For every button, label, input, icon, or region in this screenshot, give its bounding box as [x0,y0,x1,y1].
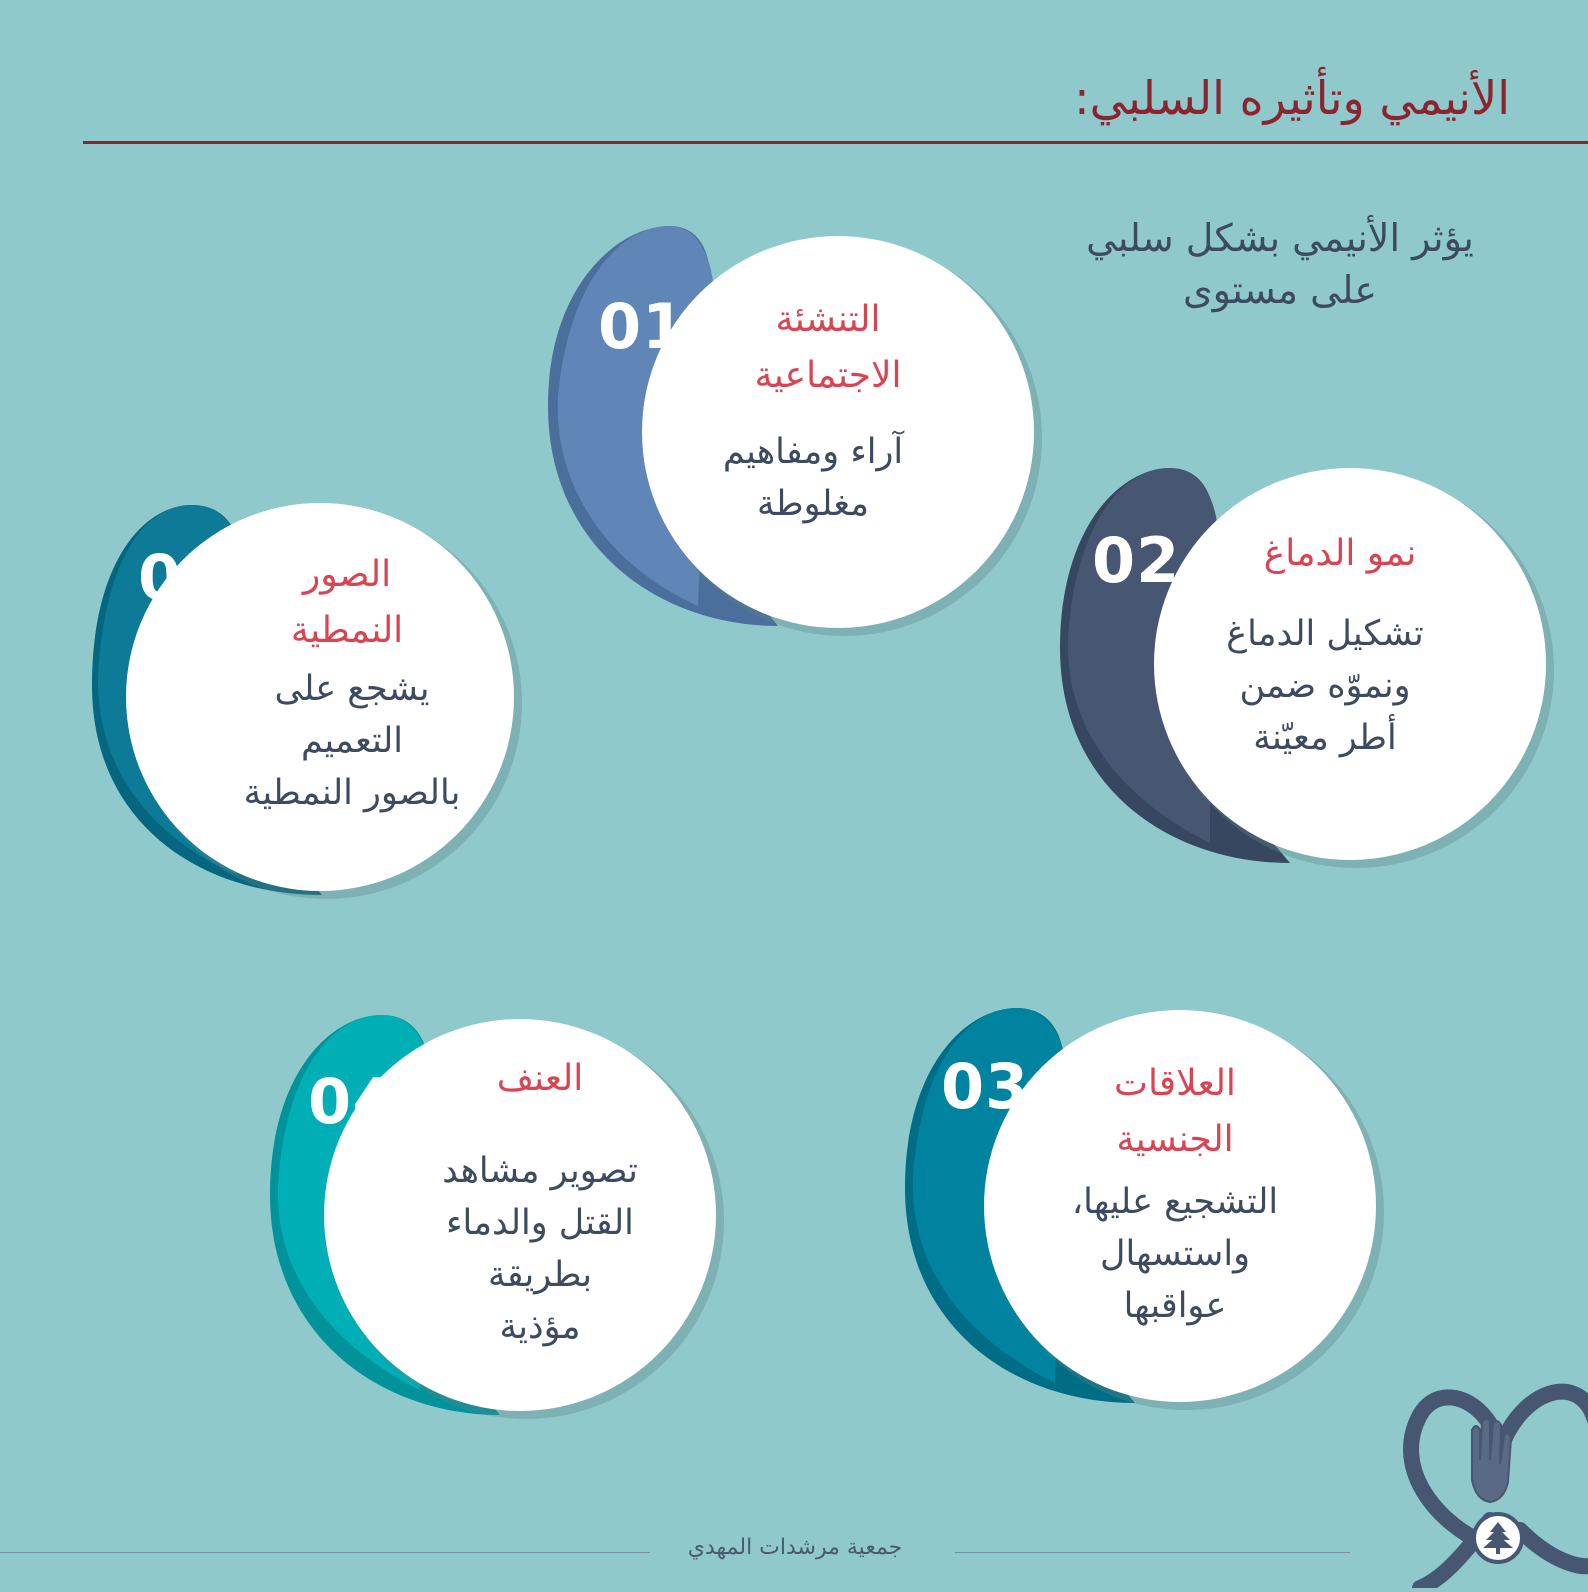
title-divider [83,141,1588,144]
intro-line-1: يؤثر الأنيمي بشكل سلبي [1086,216,1474,260]
item-description: آراء ومفاهيم مغلوطة [722,432,904,524]
emblem-ribbon-right [1520,1530,1588,1566]
item-number: 02 [1092,524,1181,597]
item-heading: التنشئة الاجتماعية [754,299,902,396]
page-title: الأنيمي وتأثيره السلبي: [1074,70,1510,125]
footer-org-name: جمعية مرشدات المهدي [687,1535,903,1560]
item-number: 05 [138,541,227,614]
item-number: 04 [308,1065,397,1138]
item-number: 01 [598,290,687,363]
item-number: 03 [941,1050,1030,1123]
item-description: تشكيل الدماغ ونموّه ضمن أطر معيّنة [1226,614,1424,758]
item-description: يشجع على التعميم بالصور النمطية [243,669,461,813]
item-description: تصوير مشاهد القتل والدماء بطريقة مؤذية [442,1151,638,1347]
item-heading: نمو الدماغ [1263,533,1417,574]
item-heading: العنف [496,1058,584,1099]
intro-text [1050,212,1510,316]
intro-line-2: على مستوى [1182,268,1378,312]
emblem-petal-right [1500,1392,1588,1450]
item-description: التشجيع عليها، واستسهال عواقبها [1071,1182,1279,1326]
item-heading: العلاقات الجنسية [1114,1063,1236,1160]
footer-line-right [955,1552,1350,1553]
scout-emblem-icon [1380,1360,1588,1592]
item-card-04 [270,1015,720,1425]
item-card-01 [548,226,998,636]
footer-line-left [0,1552,650,1553]
item-card-05 [92,505,542,915]
item-heading: الصور النمطية [290,554,404,651]
item-card-03 [905,1008,1355,1418]
item-card-02 [1060,468,1510,878]
